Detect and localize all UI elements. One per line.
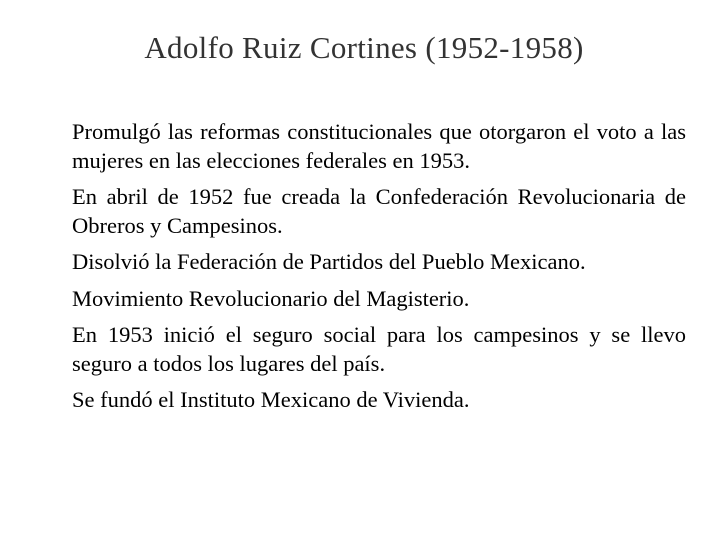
paragraph-confederacion: En abril de 1952 fue creada la Confederación Revolucionaria de Obreros y Campesinos.	[72, 184, 686, 238]
paragraph-seguro-social: En 1953 inició el seguro social para los campesinos y se llevo seguro a todos los lugares del país.	[72, 322, 686, 376]
slide-title: Adolfo Ruiz Cortines (1952-1958)	[144, 30, 584, 65]
paragraph-voto-mujeres: Promulgó las reformas constitucionales que otorgaron el voto a las mujeres en las elecciones federales en 1953.	[72, 119, 686, 173]
paragraph-instituto-vivienda: Se fundó el Instituto Mexicano de Vivienda.	[72, 387, 470, 412]
slide-body	[72, 118, 686, 423]
paragraph-federacion-partidos: Disolvió la Federación de Partidos del Pueblo Mexicano.	[72, 249, 586, 274]
paragraph-magisterio: Movimiento Revolucionario del Magisterio.	[72, 285, 470, 311]
